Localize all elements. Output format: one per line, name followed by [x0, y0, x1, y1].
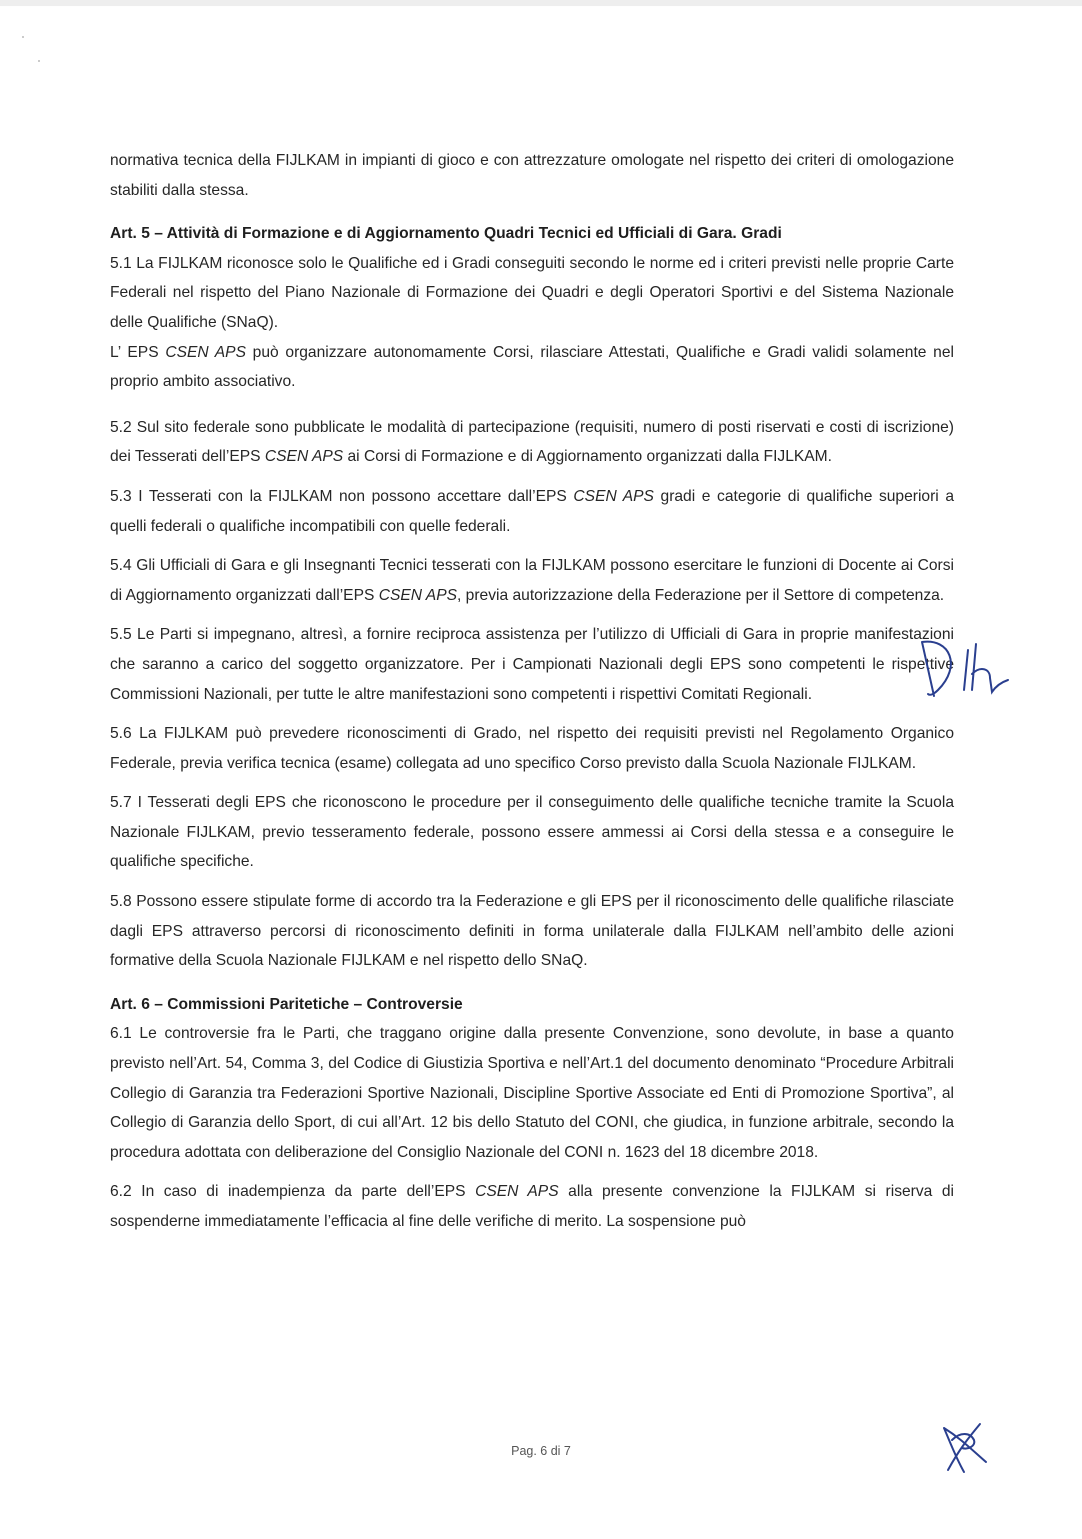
paragraph-6-2 [110, 1177, 954, 1236]
paragraph-5-2 [110, 413, 954, 472]
signature-initials-margin-icon [910, 630, 1020, 710]
text-span: può organizzare autonomamente Corsi, rilasciare Attestati, Qualifiche e Gradi validi solamente nel proprio ambito associativo. [110, 343, 954, 391]
eps-name: CSEN APS [264, 448, 344, 466]
text-span: , previa autorizzazione della Federazione per il Settore di competenza. [457, 586, 945, 604]
intro-paragraph: normativa tecnica della FIJLKAM in impianti di gioco e con attrezzature omologate nel rispetto dei criteri di omologazione stabiliti dalla stessa. [110, 152, 954, 199]
paragraph-5-7: 5.7 I Tesserati degli EPS che riconoscono le procedure per il conseguimento delle qualifiche tecniche tramite la Scuola Nazionale FIJLKAM, previo tesseramento federale, possono essere ammessi ai Corsi della stessa e a conseguire le qualifiche specifiche. [110, 794, 954, 871]
text-span: 5.2 Sul sito federale sono pubblicate le modalità di partecipazione (requisiti, numero di posti riservati e costi di iscrizione) dei Tesserati dell’EPS [110, 418, 954, 466]
article-6-heading: Art. 6 – Commissioni Paritetiche – Controversie [110, 995, 463, 1013]
text-span: gradi e categorie di qualifiche superiori a quelli federali o qualifiche incompatibili con quelle federali. [110, 487, 955, 535]
eps-name: CSEN APS [165, 343, 246, 361]
text-span: 6.2 In caso di inadempienza da parte dell’EPS [110, 1183, 476, 1201]
eps-name: CSEN APS [573, 487, 654, 505]
paragraph-5-1-eps [110, 338, 954, 397]
page-top-edge [0, 0, 1082, 6]
scan-speck [22, 36, 24, 38]
document-body [110, 146, 954, 1237]
paragraph-5-1: 5.1 La FIJLKAM riconosce solo le Qualifiche ed i Gradi conseguiti secondo le norme ed i criteri previsti nelle proprie Carte Federali nel rispetto del Piano Nazionale di Formazione dei Quadri e degli Operatori Sportivi e del Sistema Nazionale delle Qualifiche (SNaQ). [110, 254, 954, 331]
text-span: 5.4 Gli Ufficiali di Gara e gli Insegnanti Tecnici tesserati con la FIJLKAM possono esercitare le funzioni di Docente ai Corsi di Aggiornamento organizzati dall’EPS [110, 557, 954, 604]
eps-name: CSEN APS [378, 586, 457, 604]
scan-speck [38, 60, 40, 62]
eps-name: CSEN APS [475, 1183, 559, 1201]
text-span: ai Corsi di Formazione e di Aggiornamento organizzati dalla FIJLKAM. [343, 448, 832, 466]
paragraph-5-4 [110, 551, 954, 610]
page-number: Pag. 6 di 7 [511, 1444, 571, 1458]
paragraph-5-6: 5.6 La FIJLKAM può prevedere riconoscimenti di Grado, nel rispetto dei requisiti previsti nel Regolamento Organico Federale, previa verifica tecnica (esame) collegata ad uno specifico Corso previsto dalla Scuola Nazionale FIJLKAM. [110, 725, 954, 772]
article-5-heading: Art. 5 – Attività di Formazione e di Aggiornamento Quadri Tecnici ed Ufficiali di Gara. Gradi [110, 225, 782, 243]
paragraph-6-1: 6.1 Le controversie fra le Parti, che traggano origine dalla presente Convenzione, sono devolute, in base a quanto previsto nell’Art. 54, Comma 3, del Codice di Giustizia Sportiva e nell’Art.1 del documento denominato “Procedure Arbitrali Collegio di Garanzia tra Federazioni Sportive Nazionali, Discipline Sportive Associate ed Enti di Promozione Sportiva”, al Collegio di Garanzia dello Sport, di cui all’Art. 12 bis dello Statuto del CONI, che giudica, in funzione arbitrale, secondo la procedura adottata con deliberazione del Consiglio Nazionale del CONI n. 1623 del 18 dicembre 2018. [110, 1025, 954, 1161]
paragraph-5-3 [110, 482, 954, 541]
text-span: 5.3 I Tesserati con la FIJLKAM non possono accettare dall’EPS [110, 487, 574, 505]
paragraph-5-5: 5.5 Le Parti si impegnano, altresì, a fornire reciproca assistenza per l’utilizzo di Ufficiali di Gara in proprie manifestazioni che saranno a carico del soggetto organizzatore. Per i Campionati Nazionali degli EPS sono competenti le rispettive Commissioni Nazionali, per tutte le altre manifestazioni sono competenti i rispettivi Comitati Regionali. [110, 626, 954, 703]
text-span: L’ EPS [110, 343, 166, 361]
text-span: alla presente convenzione la FIJLKAM si riserva di sospenderne immediatamente l’efficacia al fine delle verifiche di merito. La sospensione può [110, 1183, 955, 1230]
paragraph-5-8: 5.8 Possono essere stipulate forme di accordo tra la Federazione e gli EPS per il riconoscimento delle qualifiche rilasciate dagli EPS attraverso percorsi di riconoscimento definiti in forma unilaterale dalla FIJLKAM nell’ambito delle azioni formative della Scuola Nazionale FIJLKAM e nel rispetto dello SNaQ. [110, 893, 954, 970]
